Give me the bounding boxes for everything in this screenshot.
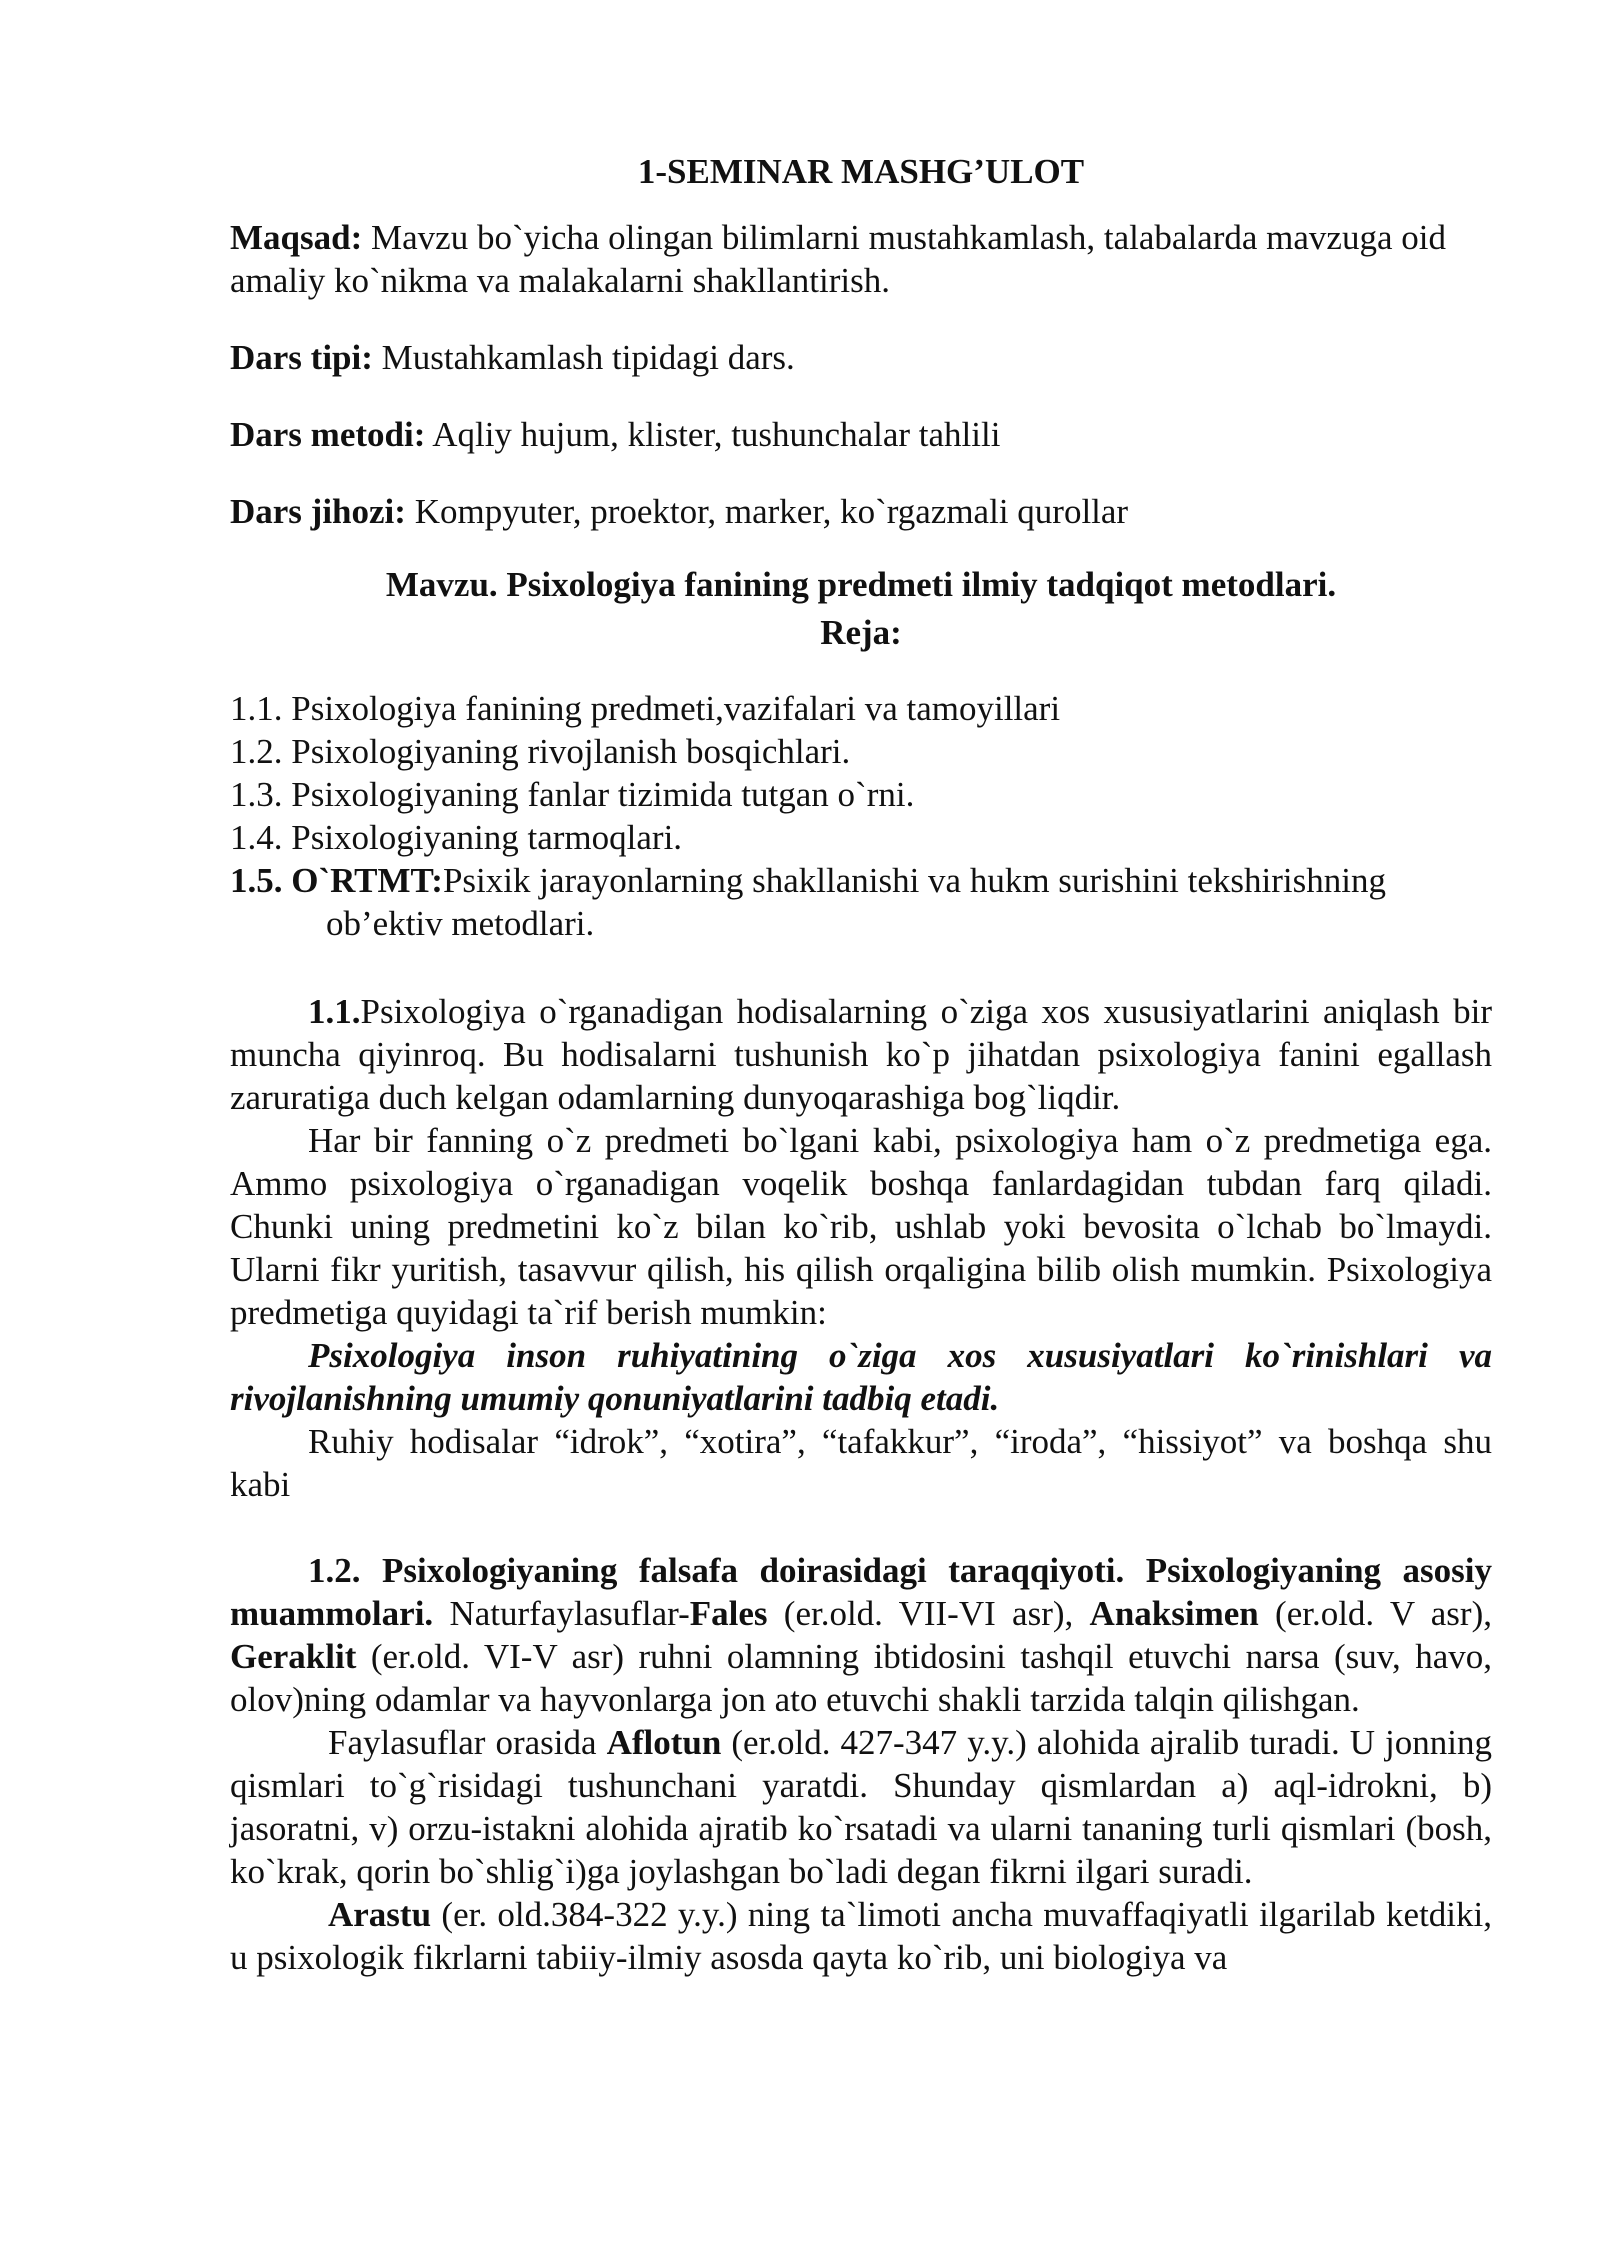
plan-number: 1.5. bbox=[230, 861, 283, 900]
meta-lesson-equipment bbox=[230, 490, 1492, 533]
paragraph-text: Naturfaylasuflar- bbox=[433, 1594, 690, 1633]
paragraph-text: (er.old. 427-347 y.y.) alohida ajralib turadi. U jonning qismlari to`g`risidagi tushunchani yaratdi. Shunday qismlardan a) aql-idrokni, b) jasoratni, v) orzu-istakni alohida ajratib ko`rsatadi va ularni tananing turli qismlari (bosh, ko`krak, qorin bo`shlig`i)ga joylashgan bo`ladi degan fikrni ilgari suradi. bbox=[230, 1723, 1492, 1891]
plan-text: Psixologiya fanining predmeti,vazifalari va tamoyillari bbox=[282, 689, 1061, 728]
paragraph-text: Psixologiya o`rganadigan hodisalarning o`ziga xos xususiyatlarini aniqlash bir muncha qiyinroq. Bu hodisalarni tushunish ko`p jihatdan psixologiya fanini egallash zaruratiga duch kelgan odamlarning dunyoqarashiga bog`liqdir. bbox=[230, 992, 1492, 1117]
section2-paragraph bbox=[230, 1893, 1492, 1979]
plan-item bbox=[230, 816, 1492, 859]
document-page bbox=[230, 150, 1492, 1979]
spacer bbox=[230, 1506, 1492, 1549]
person-name: Anaksimen bbox=[1089, 1594, 1259, 1633]
section1-paragraph bbox=[230, 990, 1492, 1119]
section2-paragraph bbox=[230, 1721, 1492, 1893]
plan-number: 1.4. bbox=[230, 818, 283, 857]
meta-lesson-type bbox=[230, 336, 1492, 379]
page-title: 1-SEMINAR MASHG’ULOT bbox=[637, 152, 1085, 191]
meta-label: Dars metodi: bbox=[230, 415, 426, 454]
definition-paragraph: Psixologiya inson ruhiyatining o`ziga xos xususiyatlari ko`rinishlari va rivojlanishning umumiy qonuniyatlarini tadbiq etadi. bbox=[230, 1336, 1492, 1418]
plan-text: Psixologiyaning tarmoqlari. bbox=[282, 818, 683, 857]
plan-item-continuation: ob’ektiv metodlari. bbox=[326, 904, 595, 943]
paragraph-text: (er. old.384-322 y.y.) ning ta`limoti ancha muvaffaqiyatli ilgarilab ketdiki, u psixologik fikrlarni tabiiy-ilmiy asosda qayta ko`rib, uni biologiya va bbox=[230, 1895, 1492, 1977]
meta-text: Kompyuter, proektor, marker, ko`rgazmali qurollar bbox=[405, 492, 1129, 531]
plan-item bbox=[230, 773, 1492, 816]
paragraph-text: (er.old. VI-V asr) ruhni olamning ibtidosini tashqil etuvchi narsa (suv, havo, olov)ning odamlar va hayvonlarga jon ato etuvchi shakli tarzida talqin qilishgan. bbox=[230, 1637, 1492, 1719]
plan-number: 1.2. bbox=[230, 732, 283, 771]
plan-number: 1.3. bbox=[230, 775, 283, 814]
person-name: Arastu bbox=[328, 1895, 432, 1934]
meta-text: Mavzu bo`yicha olingan bilimlarni mustahkamlash, talabalarda mavzuga oid amaliy ko`nikma va malakalarni shakllantirish. bbox=[230, 218, 1446, 300]
meta-text: Aqliy hujum, klister, tushunchalar tahlili bbox=[425, 415, 1001, 454]
plan-list bbox=[230, 687, 1492, 945]
paragraph-text: Faylasuflar orasida bbox=[328, 1723, 607, 1762]
meta-text: Mustahkamlash tipidagi dars. bbox=[372, 338, 795, 377]
section1-paragraph: Har bir fanning o`z predmeti bo`lgani kabi, psixologiya ham o`z predmetiga ega. Ammo psixologiya o`rganadigan voqelik boshqa fanlardagidan tubdan farq qiladi. Chunki uning predmetini ko`z bilan ko`rib, ushlab yoki bevosita o`lchab bo`lmaydi. Ularni fikr yuritish, tasavvur qilish, his qilish orqaligina bilib olish mumkin. Psixologiya predmetiga quyidagi ta`rif berish mumkin: bbox=[230, 1121, 1492, 1332]
topic-heading: Mavzu. Psixologiya fanining predmeti ilmiy tadqiqot metodlari. bbox=[385, 565, 1337, 604]
plan-item bbox=[230, 687, 1492, 730]
meta-label: Maqsad: bbox=[230, 218, 363, 257]
person-name: Fales bbox=[689, 1594, 768, 1633]
meta-lesson-method bbox=[230, 413, 1492, 456]
paragraph-text: (er.old. VII-VI asr), bbox=[767, 1594, 1090, 1633]
section1-paragraph: Ruhiy hodisalar “idrok”, “xotira”, “tafakkur”, “iroda”, “hissiyot” va boshqa shu kabi bbox=[230, 1422, 1492, 1504]
plan-number: 1.1. bbox=[230, 689, 283, 728]
plan-text: Psixologiyaning rivojlanish bosqichlari. bbox=[282, 732, 851, 771]
section2-paragraph bbox=[230, 1549, 1492, 1721]
plan-text: Psixologiyaning fanlar tizimida tutgan o`rni. bbox=[282, 775, 915, 814]
meta-goal bbox=[230, 216, 1492, 302]
meta-label: Dars jihozi: bbox=[230, 492, 406, 531]
section-heading: 1.2. Psixologiyaning falsafa doirasidagi taraqqiyoti. Psixologiyaning asosiy muammolari. bbox=[230, 1551, 1492, 1633]
paragraph-text: (er.old. V asr), bbox=[1258, 1594, 1492, 1633]
plan-item bbox=[230, 730, 1492, 773]
section-number: 1.1. bbox=[308, 992, 361, 1031]
person-name: Geraklit bbox=[230, 1637, 357, 1676]
plan-item bbox=[230, 859, 1492, 902]
plan-text: Psixik jarayonlarning shakllanishi va hukm surishini tekshirishning bbox=[442, 861, 1386, 900]
plan-lead: O`RTMT: bbox=[282, 861, 443, 900]
plan-heading: Reja: bbox=[820, 613, 902, 652]
person-name: Aflotun bbox=[606, 1723, 722, 1762]
meta-label: Dars tipi: bbox=[230, 338, 373, 377]
